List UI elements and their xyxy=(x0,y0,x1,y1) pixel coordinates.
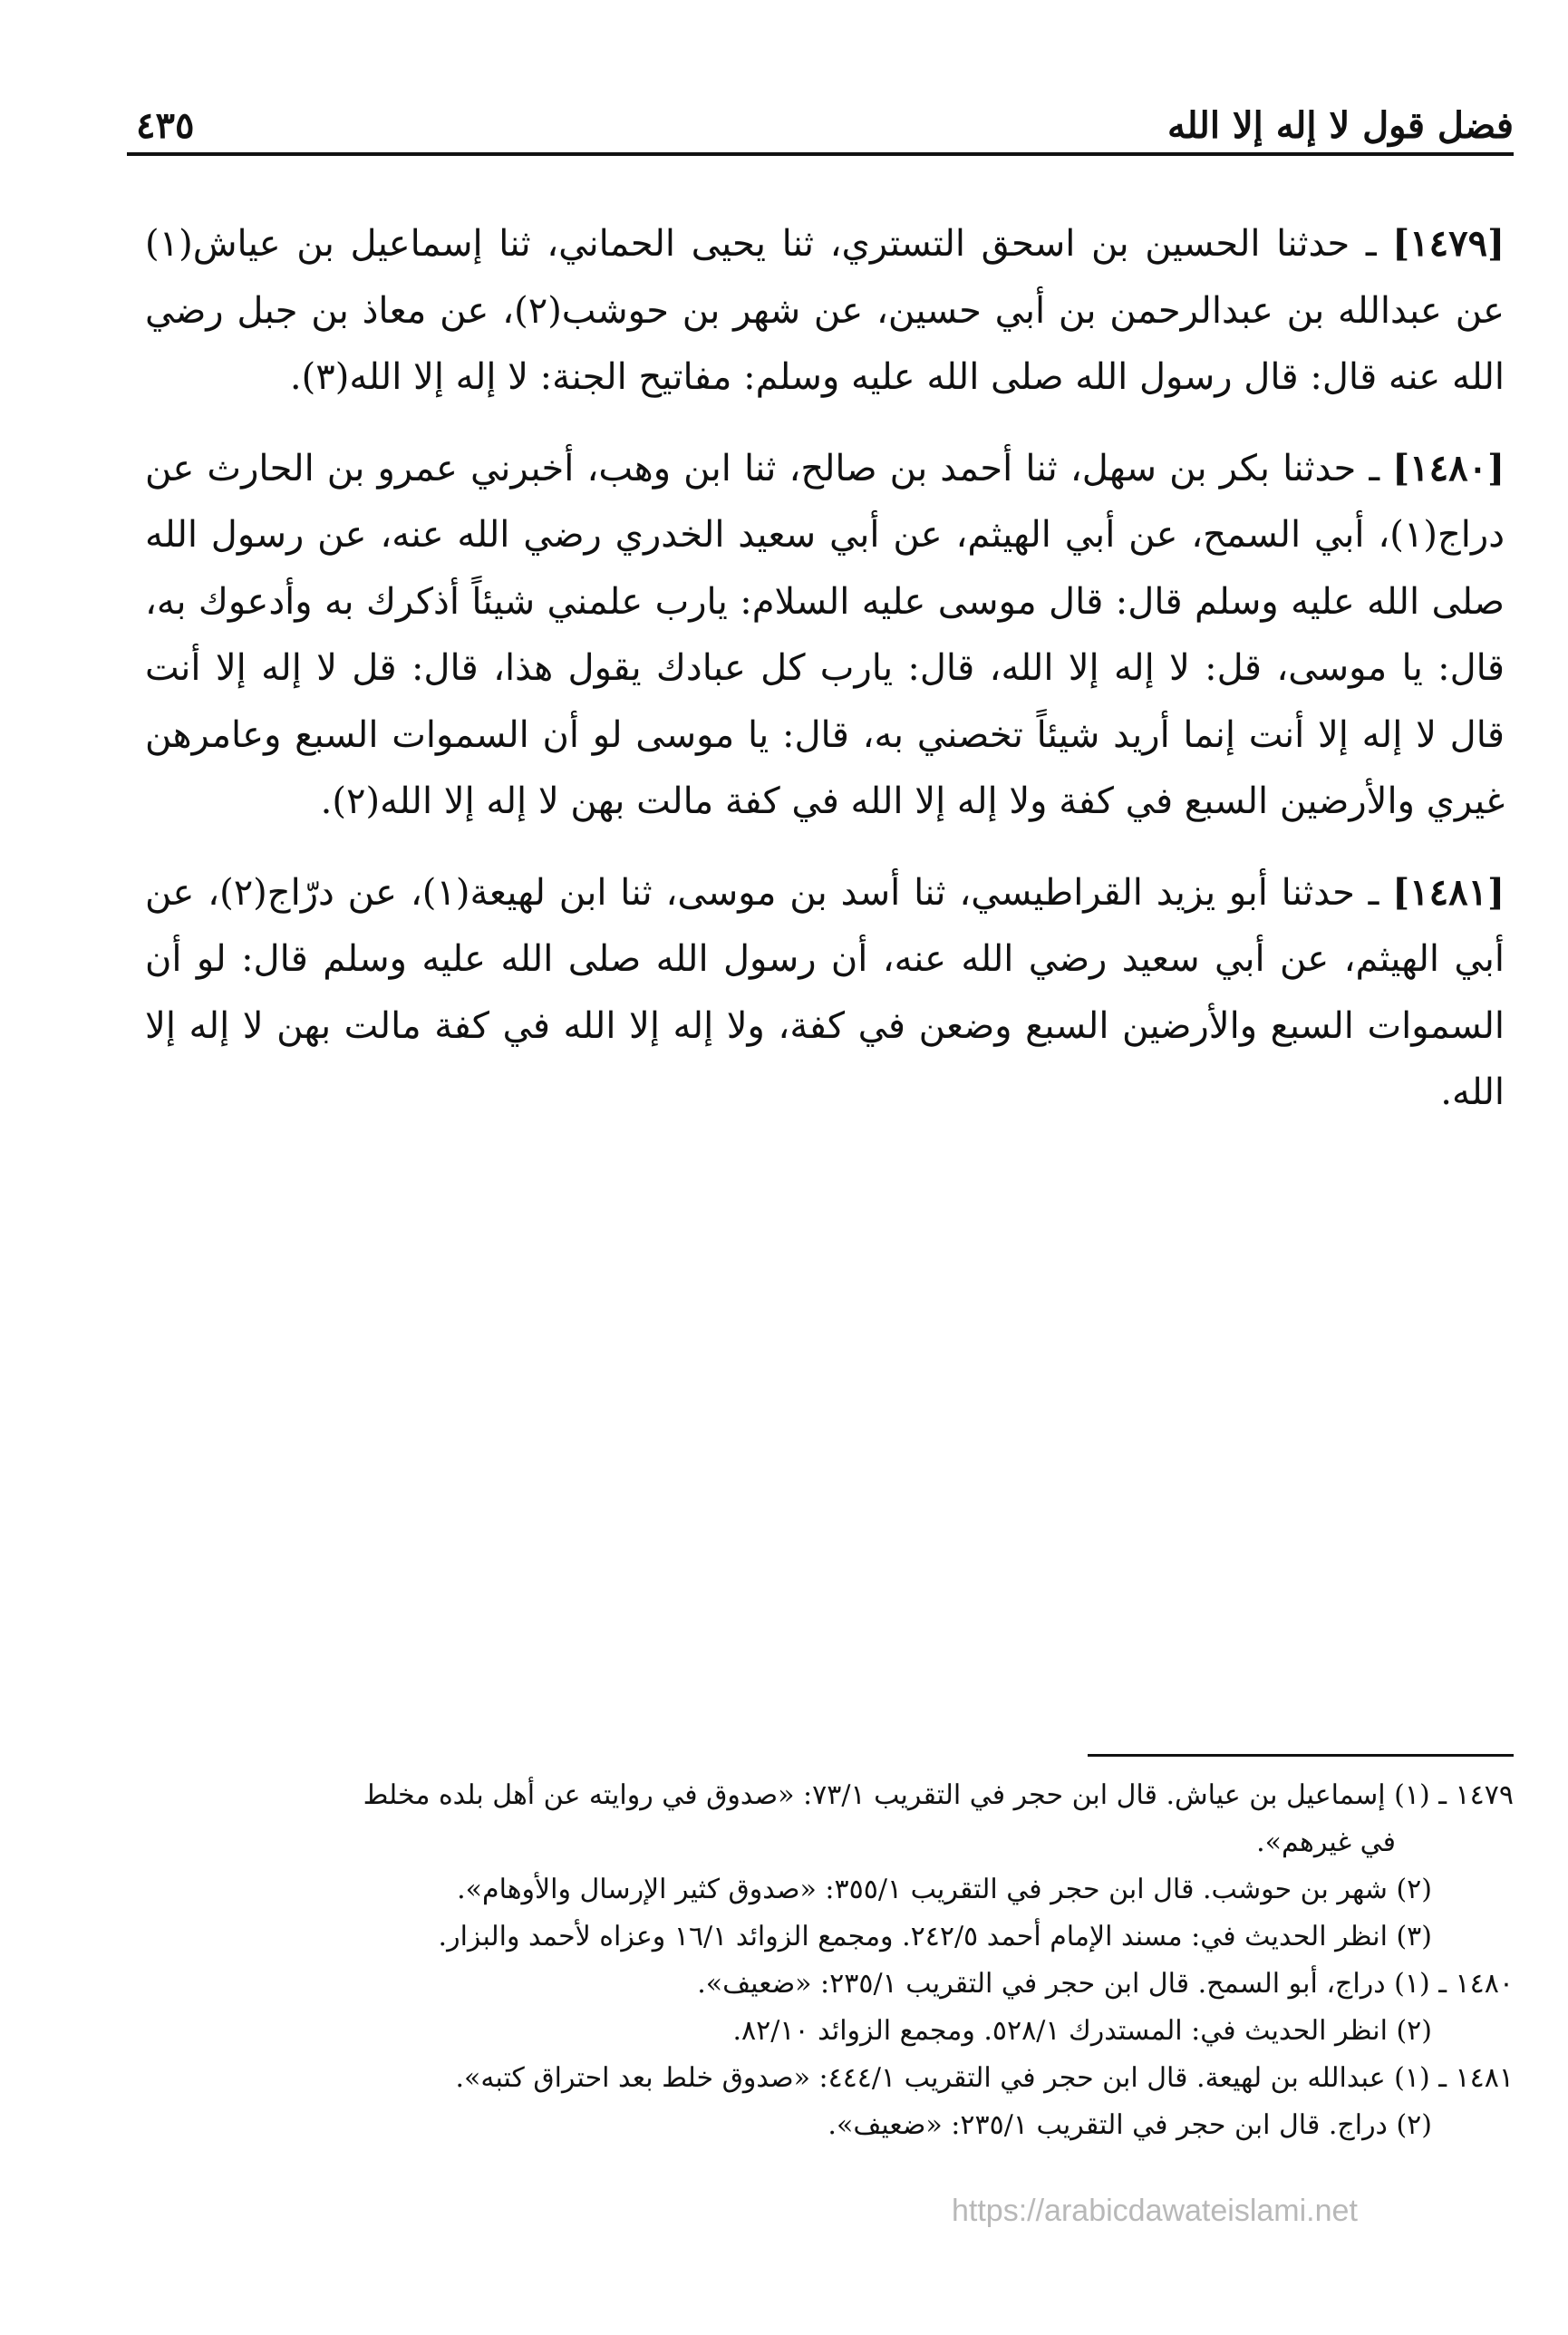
page-number: ٤٣٥ xyxy=(136,104,195,147)
watermark-url: https://arabicdawateislami.net xyxy=(952,2194,1358,2228)
footnote-rule xyxy=(1088,1754,1514,1757)
footnote-line: (٢) شهر بن حوشب. قال ابن حجر في التقريب ٣٥٥/١: «صدوق كثير الإرسال والأوهام». xyxy=(457,1874,1432,1905)
hadith-1481 xyxy=(145,859,1505,1127)
footnote-line: ١٤٧٩ ـ (١) إسماعيل بن عياش. قال ابن حجر في التقريب ٧٣/١: «صدوق في روايته عن أهل بلده مخلط xyxy=(363,1779,1514,1811)
running-title: فضل قول لا إله إلا الله xyxy=(1166,104,1514,147)
hadith-number: [١٤٨١] xyxy=(1392,870,1505,914)
footnotes xyxy=(118,1772,1514,2149)
header-rule xyxy=(127,152,1514,156)
footnote-line: (٣) انظر الحديث في: مسند الإمام أحمد ٢٤٢/٥. ومجمع الزوائد ١٦/١ وعزاه لأحمد والبزار. xyxy=(438,1921,1432,1952)
footnote-line: (٢) دراج. قال ابن حجر في التقريب ٢٣٥/١: «ضعيف». xyxy=(828,2109,1432,2141)
hadith-number: [١٤٧٩] xyxy=(1392,222,1505,265)
hadith-number: [١٤٨٠] xyxy=(1392,446,1505,489)
hadith-text: ـ حدثنا بكر بن سهل، ثنا أحمد بن صالح، ثنا ابن وهب، أخبرني عمرو بن الحارث عن دراج(١)، أبي السمح، عن أبي الهيثم، عن أبي سعيد الخدري رضي الله عنه، عن رسول الله صلى الله عليه وسلم قال: قال موسى عليه السلام: يارب علمني شيئاً أذكرك به وأدعوك به، قال: يا موسى، قل: لا إله إلا الله، قال: يارب كل عبادك يقول هذا، قال: قل لا إله إلا أنت قال لا إله إلا أنت إنما أريد شيئاً تخصني به، قال: يا موسى لو أن السموات السبع وعامرهن غيري والأرضين السبع في كفة ولا إله إلا الله في كفة مالت بهن لا إله إلا الله(٢). xyxy=(145,447,1505,822)
hadith-text: ـ حدثنا الحسين بن اسحق التستري، ثنا يحيى الحماني، ثنا إسماعيل بن عياش(١) عن عبدالله بن عبدالرحمن بن أبي حسين، عن شهر بن حوشب(٢)، عن معاذ بن جبل رضي الله عنه قال: قال رسول الله صلى الله عليه وسلم: مفاتيح الجنة: لا إله إلا الله(٣). xyxy=(145,223,1505,398)
main-text xyxy=(145,210,1505,1150)
footnote-line: في غيرهم». xyxy=(1256,1826,1396,1858)
page-header xyxy=(136,83,1514,147)
hadith-text: ـ حدثنا أبو يزيد القراطيسي، ثنا أسد بن موسى، ثنا ابن لهيعة(١)، عن درّاج(٢)، عن أبي الهيثم، عن أبي سعيد رضي الله عنه، أن رسول الله صلى الله عليه وسلم قال: لو أن السموات السبع والأرضين السبع وضعن في كفة، ولا إله إلا الله في كفة مالت بهن لا إله إلا الله. xyxy=(145,871,1505,1113)
footnote-line: (٢) انظر الحديث في: المستدرك ٥٢٨/١. ومجمع الزوائد ٨٢/١٠. xyxy=(732,2015,1432,2047)
hadith-1479 xyxy=(145,210,1505,412)
hadith-1480 xyxy=(145,435,1505,836)
footnote-line: ١٤٨٠ ـ (١) دراج، أبو السمح. قال ابن حجر في التقريب ٢٣٥/١: «ضعيف». xyxy=(697,1968,1514,2000)
footnote-line: ١٤٨١ ـ (١) عبدالله بن لهيعة. قال ابن حجر في التقريب ٤٤٤/١: «صدوق خلط بعد احتراق كتبه». xyxy=(455,2062,1514,2094)
